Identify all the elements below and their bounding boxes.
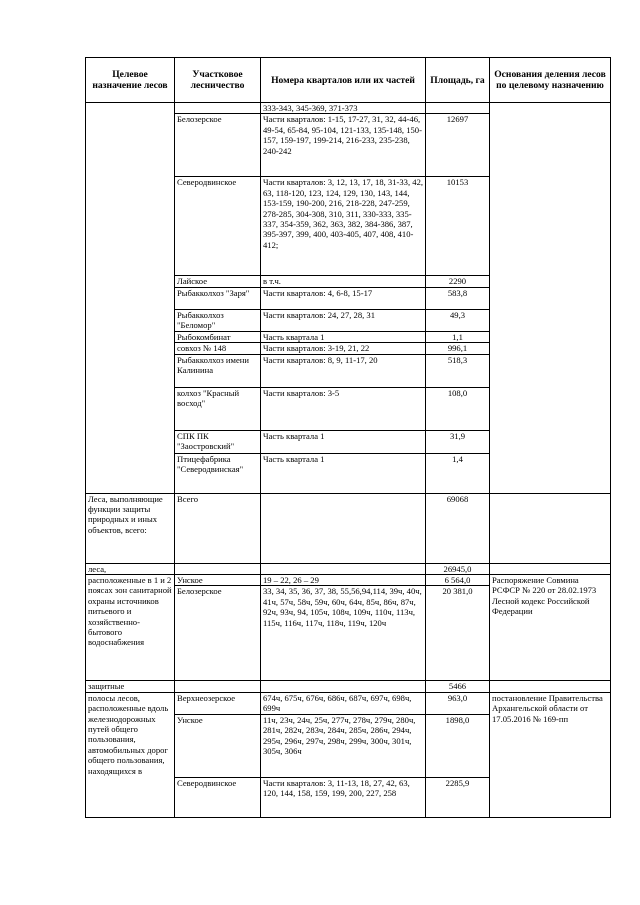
blocks-cell: Часть квартала 1 [261, 453, 426, 493]
blocks-cell: Части кварталов: 8, 9, 11-17, 20 [261, 354, 426, 387]
table-row [86, 563, 611, 574]
basis-cell [490, 493, 611, 563]
blocks-cell: Части кварталов: 3, 12, 13, 17, 18, 31-33, 42, 63, 118-120, 123, 124, 129, 130, 143, 144, 153-159, 190-200, 216, 218-228, 247-259, 278-285, 304-308, 310, 311, 330-333, 335-337, 354-359, 362, 363, 382, 384-386, 387, 395-397, 399, 400, 403-405, 407, 408, 410-412; [261, 177, 426, 276]
purpose-cell [86, 103, 175, 494]
purpose-cell: леса, [86, 563, 175, 574]
area-cell: 10153 [426, 177, 490, 276]
blocks-cell: Часть квартала 1 [261, 331, 426, 342]
table-row [86, 575, 611, 586]
area-cell: 31,9 [426, 430, 490, 453]
forestry-cell: Унское [175, 714, 261, 777]
header-area: Площадь, га [426, 58, 490, 103]
forestry-cell: Унское [175, 575, 261, 586]
basis-cell [490, 563, 611, 574]
header-forestry: Участковое лесничество [175, 58, 261, 103]
forestry-cell: Рыбакколхоз "Заря" [175, 287, 261, 309]
area-cell: 518,3 [426, 354, 490, 387]
blocks-cell: Части кварталов: 3-19, 21, 22 [261, 343, 426, 354]
blocks-cell: 333-343, 345-369, 371-373 [261, 103, 426, 114]
area-cell: 20 381,0 [426, 586, 490, 681]
purpose-cell: полосы лесов, расположенные вдоль железнодорожных путей общего пользования, автомобильных дорог общего пользования, находящихся в [86, 692, 175, 817]
table-header-row [86, 58, 611, 103]
purpose-cell: расположенные в 1 и 2 поясах зон санитарной охраны источников питьевого и хозяйственно-бытового водоснабжения [86, 575, 175, 681]
area-cell: 1898,0 [426, 714, 490, 777]
area-cell: 1,4 [426, 453, 490, 493]
basis-cell: постановление Правительства Архангельской области от 17.05.2016 № 169-пп [490, 692, 611, 817]
area-cell: 1,1 [426, 331, 490, 342]
blocks-cell: Части кварталов: 24, 27, 28, 31 [261, 309, 426, 331]
header-purpose: Целевое назначение лесов [86, 58, 175, 103]
blocks-cell: 19 – 22, 26 – 29 [261, 575, 426, 586]
area-cell: 583,8 [426, 287, 490, 309]
table-row [86, 103, 611, 114]
forestry-cell [175, 103, 261, 114]
forestry-cell: Северодвинское [175, 177, 261, 276]
blocks-cell [261, 681, 426, 692]
purpose-cell: Леса, выполняющие функции защиты природных и иных объектов, всего: [86, 493, 175, 563]
area-cell: 2290 [426, 276, 490, 287]
basis-cell: Распоряжение Совмина РСФСР № 220 от 28.02.1973 Лесной кодекс Российской Федерации [490, 575, 611, 681]
forest-purpose-table [85, 57, 611, 818]
table-row [86, 692, 611, 714]
forestry-cell: совхоз № 148 [175, 343, 261, 354]
forestry-cell: Верхнеозерское [175, 692, 261, 714]
area-cell: 49,3 [426, 309, 490, 331]
area-cell: 69068 [426, 493, 490, 563]
header-blocks: Номера кварталов или их частей [261, 58, 426, 103]
table-row [86, 493, 611, 563]
area-cell: 5466 [426, 681, 490, 692]
purpose-cell: защитные [86, 681, 175, 692]
forestry-cell: Всего [175, 493, 261, 563]
blocks-cell: Части кварталов: 1-15, 17-27, 31, 32, 44-46, 49-54, 65-84, 95-104, 121-133, 135-148, 150-157, 159-197, 199-214, 216-233, 235-238, 240-242 [261, 114, 426, 177]
forestry-cell: Птицефабрика "Северодвинская" [175, 453, 261, 493]
area-cell: 26945,0 [426, 563, 490, 574]
forestry-cell: Белозерское [175, 114, 261, 177]
header-basis: Основания деления лесов по целевому назначению [490, 58, 611, 103]
blocks-cell [261, 493, 426, 563]
forestry-cell: Рыбакколхоз "Беломор" [175, 309, 261, 331]
blocks-cell: Части кварталов: 3, 11-13, 18, 27, 42, 63, 120, 144, 158, 159, 199, 200, 227, 258 [261, 777, 426, 817]
blocks-cell: Части кварталов: 4, 6-8, 15-17 [261, 287, 426, 309]
area-cell: 996,1 [426, 343, 490, 354]
area-cell: 108,0 [426, 387, 490, 430]
area-cell [426, 103, 490, 114]
basis-cell [490, 681, 611, 692]
area-cell: 963,0 [426, 692, 490, 714]
blocks-cell [261, 563, 426, 574]
table-row [86, 681, 611, 692]
blocks-cell: 33, 34, 35, 36, 37, 38, 55,56,94,114, 39ч, 40ч, 41ч, 57ч, 58ч, 59ч, 60ч, 64ч, 85ч, 86ч, 87ч, 92ч, 93ч, 94, 105ч, 108ч, 109ч, 110ч, 113ч, 115ч, 116ч, 117ч, 118ч, 119ч, 120ч [261, 586, 426, 681]
blocks-cell: Части кварталов: 3-5 [261, 387, 426, 430]
forestry-cell: Северодвинское [175, 777, 261, 817]
forestry-cell: Рыбакколхоз имени Калинина [175, 354, 261, 387]
area-cell: 2285,9 [426, 777, 490, 817]
forestry-cell: СПК ПК "Заостровский" [175, 430, 261, 453]
forestry-cell: Рыбокомбинат [175, 331, 261, 342]
blocks-cell: 11ч, 23ч, 24ч, 25ч, 277ч, 278ч, 279ч, 280ч, 281ч, 282ч, 283ч, 284ч, 285ч, 286ч, 294ч, 295ч, 296ч, 297ч, 298ч, 299ч, 300ч, 301ч, 305ч, 306ч [261, 714, 426, 777]
basis-cell [490, 103, 611, 494]
forestry-cell [175, 681, 261, 692]
blocks-cell: Часть квартала 1 [261, 430, 426, 453]
forestry-cell [175, 563, 261, 574]
forestry-cell: Белозерское [175, 586, 261, 681]
area-cell: 6 564,0 [426, 575, 490, 586]
blocks-cell: в т.ч. [261, 276, 426, 287]
area-cell: 12697 [426, 114, 490, 177]
forestry-cell: колхоз "Красный восход" [175, 387, 261, 430]
forestry-cell: Лайское [175, 276, 261, 287]
blocks-cell: 674ч, 675ч, 676ч, 686ч, 687ч, 697ч, 698ч, 699ч [261, 692, 426, 714]
